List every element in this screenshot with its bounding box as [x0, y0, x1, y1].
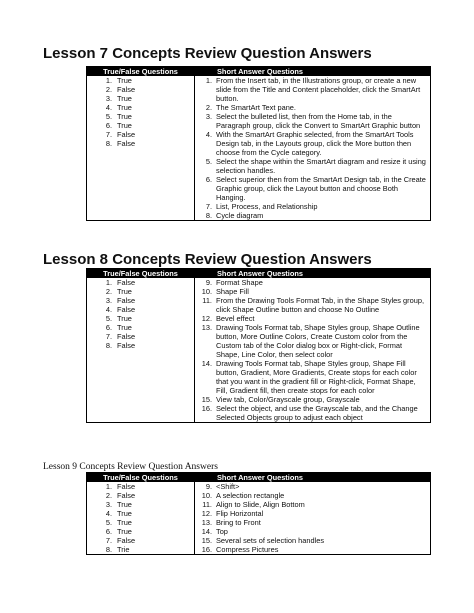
question-number: 2.	[105, 287, 112, 296]
question-number: 15.	[201, 536, 212, 545]
answer-text: True	[117, 287, 132, 296]
true-false-answer-row	[87, 112, 194, 121]
question-number: 12.	[201, 314, 212, 323]
question-number: 2.	[205, 103, 212, 112]
question-number: 6.	[105, 323, 112, 332]
answer-text: False	[117, 491, 136, 500]
answer-text: True	[117, 509, 132, 518]
true-false-answer-row	[87, 305, 194, 314]
short-answer-row	[195, 157, 430, 175]
short-answer-row	[195, 278, 430, 287]
question-number: 2.	[105, 491, 112, 500]
question-number: 8.	[105, 545, 112, 554]
answer-text: False	[117, 482, 136, 491]
true-false-column	[87, 269, 195, 422]
question-number: 3.	[105, 500, 112, 509]
lesson-7-table	[86, 66, 431, 221]
answer-text: True	[117, 121, 132, 130]
question-number: 4.	[105, 103, 112, 112]
true-false-answer-row	[87, 94, 194, 103]
question-number: 6.	[105, 527, 112, 536]
short-answer-column	[195, 269, 430, 422]
question-number: 7.	[105, 130, 112, 139]
true-false-header: True/False Questions	[87, 269, 194, 278]
question-number: 4.	[105, 305, 112, 314]
true-false-answer-row	[87, 482, 194, 491]
short-answer-row	[195, 404, 430, 422]
question-number: 10.	[201, 491, 212, 500]
question-number: 5.	[105, 518, 112, 527]
answer-text: False	[117, 305, 136, 314]
short-answer-row	[195, 202, 430, 211]
answer-text: Several sets of selection handles	[216, 536, 325, 545]
answer-text: A selection rectangle	[216, 491, 285, 500]
answer-text: View tab, Color/Grayscale group, Grayscale	[216, 395, 360, 404]
short-answer-row	[195, 323, 430, 359]
true-false-answer-row	[87, 518, 194, 527]
answer-text: <Shift>	[216, 482, 240, 491]
answer-text: Bevel effect	[216, 314, 255, 323]
question-number: 2.	[105, 85, 112, 94]
question-number: 13.	[201, 518, 212, 527]
answer-text: Align to Slide, Align Bottom	[216, 500, 305, 509]
true-false-header: True/False Questions	[87, 67, 194, 76]
answer-text: True	[117, 112, 132, 121]
short-answer-row	[195, 395, 430, 404]
true-false-header: True/False Questions	[87, 473, 194, 482]
answer-text: Select superior then from the SmartArt Design tab, in the Create Graphic group, click the Layout button and choose Both Hanging.	[216, 175, 426, 202]
short-answer-row	[195, 518, 430, 527]
short-answer-row	[195, 211, 430, 220]
true-false-answer-row	[87, 130, 194, 139]
answer-text: Format Shape	[216, 278, 263, 287]
question-number: 11.	[202, 296, 212, 305]
short-answer-column	[195, 473, 430, 554]
question-number: 4.	[105, 509, 112, 518]
lesson-9-title: Lesson 9 Concepts Review Question Answers	[43, 462, 218, 472]
answer-text: True	[117, 527, 132, 536]
true-false-answer-row	[87, 527, 194, 536]
answer-text: False	[117, 536, 136, 545]
answer-text: List, Process, and Relationship	[216, 202, 318, 211]
short-answer-row	[195, 76, 430, 103]
true-false-answer-row	[87, 341, 194, 350]
short-answer-header: Short Answer Questions	[195, 67, 430, 76]
question-number: 7.	[205, 202, 212, 211]
answer-text: True	[117, 518, 132, 527]
true-false-answer-row	[87, 323, 194, 332]
answer-text: True	[117, 500, 132, 509]
short-answer-row	[195, 314, 430, 323]
true-false-answer-row	[87, 76, 194, 85]
lesson-7-title: Lesson 7 Concepts Review Question Answers	[43, 45, 372, 62]
short-answer-row	[195, 103, 430, 112]
question-number: 6.	[205, 175, 212, 184]
question-number: 13.	[201, 323, 212, 332]
short-answer-row	[195, 491, 430, 500]
true-false-answer-row	[87, 296, 194, 305]
answer-text: Cycle diagram	[216, 211, 264, 220]
question-number: 1.	[105, 278, 112, 287]
short-answer-row	[195, 287, 430, 296]
short-answer-row	[195, 112, 430, 130]
true-false-answer-row	[87, 121, 194, 130]
lesson-8-title: Lesson 8 Concepts Review Question Answers	[43, 251, 372, 268]
question-number: 15.	[201, 395, 212, 404]
short-answer-row	[195, 527, 430, 536]
short-answer-row	[195, 130, 430, 157]
answer-text: False	[117, 332, 136, 341]
question-number: 16.	[201, 545, 212, 554]
question-number: 14.	[201, 359, 212, 368]
short-answer-header: Short Answer Questions	[195, 269, 430, 278]
short-answer-row	[195, 482, 430, 491]
question-number: 1.	[105, 76, 112, 85]
question-number: 5.	[105, 314, 112, 323]
question-number: 5.	[105, 112, 112, 121]
answer-text: Select the shape within the SmartArt diagram and resize it using selection handles.	[216, 157, 426, 175]
true-false-column	[87, 473, 195, 554]
question-number: 3.	[205, 112, 212, 121]
true-false-answer-row	[87, 287, 194, 296]
true-false-answer-row	[87, 509, 194, 518]
short-answer-row	[195, 296, 430, 314]
true-false-column	[87, 67, 195, 220]
true-false-answer-row	[87, 139, 194, 148]
true-false-answer-row	[87, 545, 194, 554]
question-number: 14.	[201, 527, 212, 536]
question-number: 16.	[201, 404, 212, 413]
short-answer-column	[195, 67, 430, 220]
answer-text: Trie	[117, 545, 130, 554]
short-answer-row	[195, 175, 430, 202]
short-answer-header: Short Answer Questions	[195, 473, 430, 482]
lesson-8-table	[86, 268, 431, 423]
true-false-answer-row	[87, 314, 194, 323]
answer-text: With the SmartArt Graphic selected, from the SmartArt Tools Design tab, in the Layouts group, click the More button then choose from the Cycle category.	[216, 130, 414, 157]
answer-text: Bring to Front	[216, 518, 261, 527]
question-number: 6.	[105, 121, 112, 130]
answer-text: Shape Fill	[216, 287, 249, 296]
answer-text: Select the object, and use the Grayscale tab, and the Change Selected Objects group to adjust each object	[216, 404, 418, 422]
true-false-answer-row	[87, 85, 194, 94]
question-number: 5.	[205, 157, 212, 166]
question-number: 7.	[105, 332, 112, 341]
lesson-9-table	[86, 472, 431, 555]
true-false-answer-row	[87, 278, 194, 287]
question-number: 7.	[105, 536, 112, 545]
question-number: 10.	[201, 287, 212, 296]
question-number: 3.	[105, 94, 112, 103]
short-answer-row	[195, 545, 430, 554]
answer-text: Flip Horizontal	[216, 509, 264, 518]
true-false-answer-row	[87, 536, 194, 545]
answer-text: True	[117, 103, 132, 112]
question-number: 1.	[205, 76, 212, 85]
short-answer-row	[195, 359, 430, 395]
answer-text: Compress Pictures	[216, 545, 279, 554]
answer-text: Drawing Tools Format tab, Shape Styles group, Shape Outline button, More Outline Colors, Create Custom color from the Custom tab of the Color dialog box or Right-click, Format Shape, Line Color, then select color	[216, 323, 420, 359]
answer-text: True	[117, 76, 132, 85]
answer-text: From the Insert tab, in the Illustrations group, or create a new slide from the Title and Content placeholder, click the SmartArt button.	[216, 76, 421, 103]
question-number: 8.	[105, 341, 112, 350]
question-number: 4.	[205, 130, 212, 139]
answer-text: False	[117, 130, 136, 139]
question-number: 1.	[105, 482, 112, 491]
answer-text: Drawing Tools Format tab, Shape Styles group, Shape Fill button, Gradient, More Gradients, Create stops for each color that you want in the gradient fill or Right-click, Format Shape, Fill, Gradient fill, then create stops for each color	[216, 359, 417, 395]
question-number: 11.	[202, 500, 212, 509]
answer-text: False	[117, 341, 136, 350]
answer-text: The SmartArt Text pane.	[216, 103, 296, 112]
question-number: 3.	[105, 296, 112, 305]
question-number: 9.	[205, 482, 212, 491]
answer-text: False	[117, 85, 136, 94]
answer-text: True	[117, 323, 132, 332]
true-false-answer-row	[87, 103, 194, 112]
answer-text: Select the bulleted list, then from the Home tab, in the Paragraph group, click the Convert to SmartArt Graphic button	[216, 112, 421, 130]
question-number: 12.	[201, 509, 212, 518]
answer-text: True	[117, 314, 132, 323]
answer-text: True	[117, 94, 132, 103]
true-false-answer-row	[87, 491, 194, 500]
answer-text: False	[117, 296, 136, 305]
answer-text: False	[117, 139, 136, 148]
question-number: 8.	[105, 139, 112, 148]
true-false-answer-row	[87, 332, 194, 341]
answer-text: From the Drawing Tools Format Tab, in the Shape Styles group, click Shape Outline button and choose No Outline	[216, 296, 424, 314]
answer-text: False	[117, 278, 136, 287]
true-false-answer-row	[87, 500, 194, 509]
short-answer-row	[195, 536, 430, 545]
answer-text: Top	[216, 527, 228, 536]
question-number: 9.	[205, 278, 212, 287]
short-answer-row	[195, 509, 430, 518]
question-number: 8.	[205, 211, 212, 220]
short-answer-row	[195, 500, 430, 509]
